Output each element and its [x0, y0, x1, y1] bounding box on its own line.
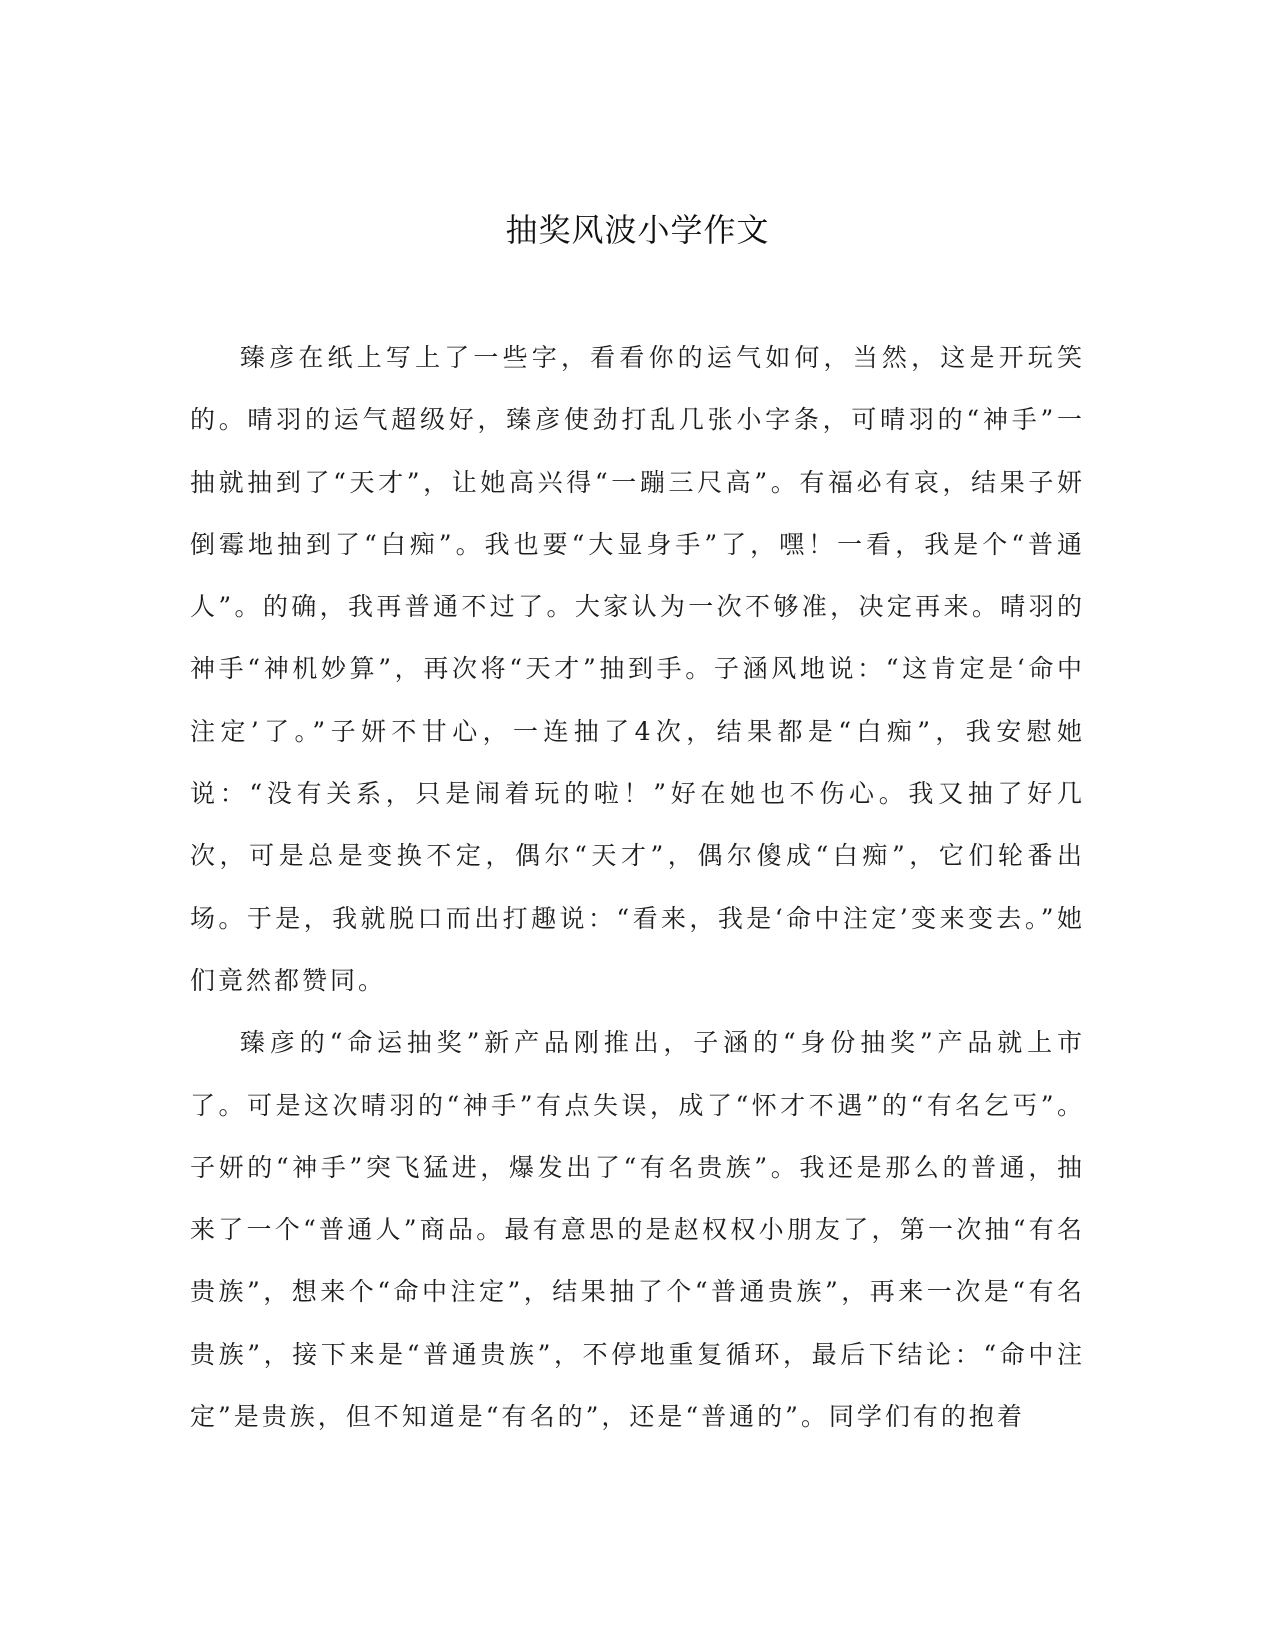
paragraph-2: 臻彦的“命运抽奖”新产品刚推出，子涵的“身份抽奖”产品就上市了。可是这次晴羽的“神手”有点失误，成了“怀才不遇”的“有名乞丐”。子妍的“神手”突飞猛进，爆发出了“有名贵族”。我还是那么的普通，抽来了一个“普通人”商品。最有意思的是赵权权小朋友了，第一次抽“有名贵族”，想来个“命中注定”，结果抽了个“普通贵族”，再来一次是“有名贵族”，接下来是“普通贵族”，不停地重复循环，最后下结论：“命中注定”是贵族，但不知道是“有名的”，还是“普通的”。同学们有的抱着 — [190, 1028, 1085, 1432]
paragraph-1: 臻彦在纸上写上了一些字，看看你的运气如何，当然，这是开玩笑的。晴羽的运气超级好，臻彦使劲打乱几张小字条，可晴羽的“神手”一抽就抽到了“天才”，让她高兴得“一蹦三尺高”。有福必有哀，结果子妍倒霉地抽到了“白痴”。我也要“大显身手”了，嘿！一看，我是个“普通人”。的确，我再普通不过了。大家认为一次不够准，决定再来。晴羽的神手“神机妙算”，再次将“天才”抽到手。子涵风地说：“这肯定是‘命中注定’了。”子妍不甘心，一连抽了4次，结果都是“白痴”，我安慰她说：“没有关系，只是闹着玩的啦！”好在她也不伤心。我又抽了好几次，可是总是变换不定，偶尔“天才”，偶尔傻成“白痴”，它们轮番出场。于是，我就脱口而出打趣说：“看来，我是‘命中注定’变来变去。”她们竟然都赞同。 — [190, 343, 1085, 995]
document-title: 抽奖风波小学作文 — [505, 211, 770, 249]
document-body — [190, 327, 1085, 1448]
